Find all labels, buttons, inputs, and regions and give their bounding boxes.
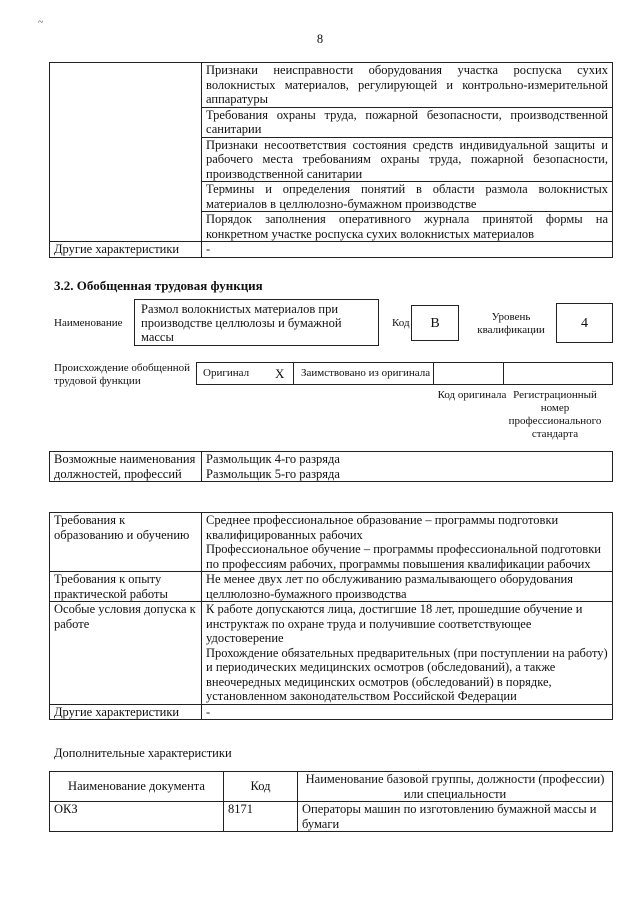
experience-label: Требования к опыту практической работы — [50, 572, 202, 602]
table-cell: Требования охраны труда, пожарной безопасности, производственной санитарии — [202, 107, 613, 137]
table-header-row — [50, 772, 613, 802]
column-header: Код — [224, 772, 298, 802]
table-cell: 8171 — [224, 802, 298, 832]
table-row — [50, 452, 613, 482]
other-characteristics-value: - — [202, 242, 613, 258]
table-row — [50, 572, 613, 602]
special-conditions-label: Особые условия допуска к работе — [50, 602, 202, 705]
table-cell: Признаки несоответствия состояния средств индивидуальной защиты и рабочего места требованиям охраны труда, пожарной безопасности, производственной санитарии — [202, 137, 613, 182]
table-cell: Признаки неисправности оборудования участка роспуска сухих волокнистых материалов, регулирующей и контрольно-измерительной аппаратуры — [202, 63, 613, 108]
function-name-box: Размол волокнистых материалов при производстве целлюлозы и бумажной массы — [134, 299, 379, 346]
other-characteristics-label: Другие характеристики — [50, 704, 202, 720]
requirement-item: - — [206, 704, 211, 719]
table-cell-empty — [50, 63, 202, 242]
column-header: Наименование документа — [50, 772, 224, 802]
section-title: 3.2. Обобщенная трудовая функция — [54, 278, 263, 293]
qualification-level-label: Уровень квалификации — [477, 311, 545, 336]
other-characteristics-value — [202, 704, 613, 720]
divider — [433, 363, 434, 384]
origin-label: Происхождение обобщенной трудовой функции — [54, 362, 191, 387]
continuation-table — [49, 62, 613, 258]
additional-characteristics-table — [49, 771, 613, 832]
original-mark: X — [275, 366, 285, 381]
qualification-level-box: 4 — [556, 303, 613, 343]
table-cell: Порядок заполнения оперативного журнала принятой формы на конкретном участке роспуска сухих волокнистых материалов — [202, 212, 613, 242]
name-label: Наименование — [54, 317, 123, 329]
table-cell: Термины и определения понятий в области размола волокнистых материалов в целлюлозно-бумажном производстве — [202, 182, 613, 212]
table-row — [50, 513, 613, 572]
requirement-item: Профессиональное обучение – программы профессиональной подготовки по профессиям рабочих, программы повышения квалификации рабочих — [206, 542, 601, 571]
positions-label: Возможные наименования должностей, профессий — [50, 452, 202, 482]
requirement-item: Среднее профессиональное образование – программы подготовки квалифицированных рабочих — [206, 513, 559, 542]
position-item: Размольщик 5-го разряда — [206, 466, 340, 481]
divider — [503, 363, 504, 384]
borrowed-label: Заимствовано из оригинала — [301, 367, 431, 379]
positions-table — [49, 451, 613, 482]
requirement-item: Прохождение обязательных предварительных (при поступлении на работу) и периодических медицинских осмотров (обследований), а также внеочередных медицинских осмотров (обследований) в порядке, установленном законодательством Российской Федерации — [206, 645, 608, 703]
experience-values — [202, 572, 613, 602]
education-label: Требования к образованию и обучению — [50, 513, 202, 572]
code-original-label: Код оригинала — [437, 389, 507, 401]
divider — [293, 363, 294, 384]
table-row — [50, 242, 613, 258]
table-cell: ОКЗ — [50, 802, 224, 832]
position-item: Размольщик 4-го разряда — [206, 452, 340, 466]
table-row — [50, 802, 613, 832]
education-values — [202, 513, 613, 572]
table-row — [50, 704, 613, 720]
origin-box — [196, 362, 613, 385]
special-conditions-values — [202, 602, 613, 705]
table-row — [50, 63, 613, 108]
original-label: Оригинал — [203, 367, 250, 379]
code-box: B — [411, 305, 459, 341]
corner-mark: ~ — [38, 17, 44, 28]
column-header: Наименование базовой группы, должности (профессии) или специальности — [298, 772, 613, 802]
registration-number-label: Регистрационный номер профессионального стандарта — [508, 389, 602, 440]
page-number: 8 — [316, 32, 324, 46]
requirements-table — [49, 512, 613, 720]
table-row — [50, 602, 613, 705]
table-cell: Операторы машин по изготовлению бумажной массы и бумаги — [298, 802, 613, 832]
requirement-item: К работе допускаются лица, достигшие 18 лет, прошедшие обучение и инструктаж по охране труда и получившие соответствующее удостоверение — [206, 602, 583, 645]
additional-characteristics-title: Дополнительные характеристики — [54, 746, 232, 760]
requirement-item: Не менее двух лет по обслуживанию размалывающего оборудования целлюлозно-бумажного производства — [206, 572, 573, 601]
positions-values — [202, 452, 613, 482]
other-characteristics-label: Другие характеристики — [50, 242, 202, 258]
code-label: Код — [392, 317, 410, 329]
